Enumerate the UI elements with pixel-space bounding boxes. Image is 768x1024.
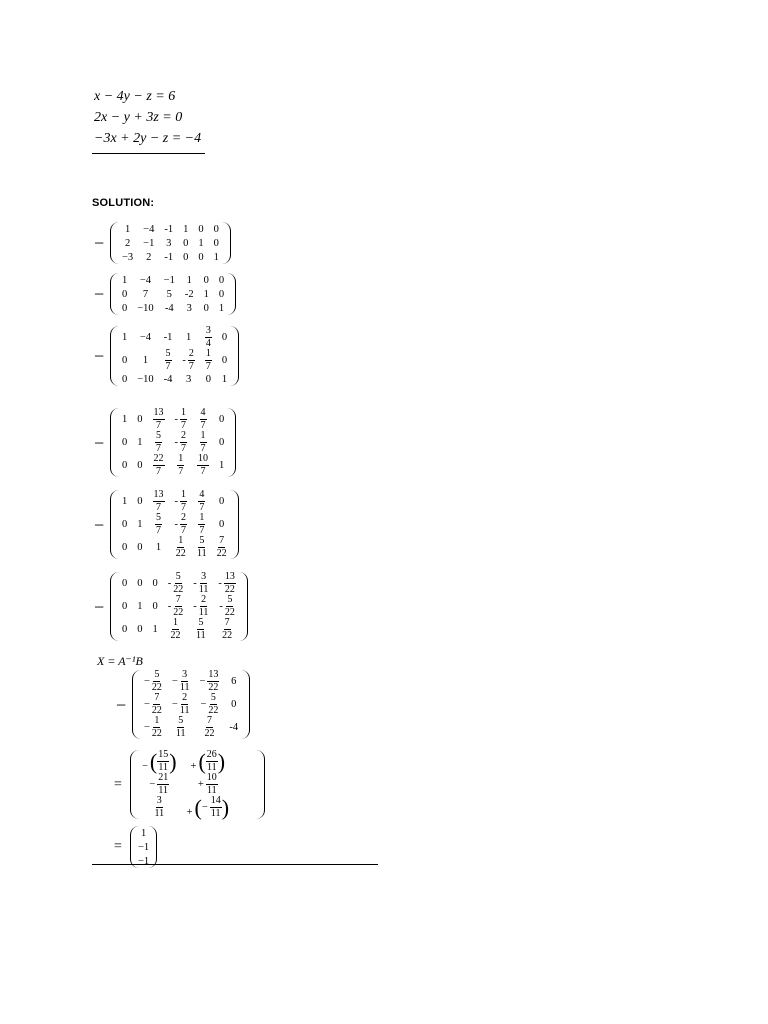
matrix-entry: − $\frac{7}{22}$ bbox=[144, 692, 162, 716]
expanded-step bbox=[114, 750, 265, 819]
matrix-entry: 1 bbox=[219, 460, 225, 471]
matrix-entry: 1 bbox=[213, 251, 219, 263]
prefix-symbol: − bbox=[94, 432, 105, 453]
matrix-entry: -4 bbox=[164, 302, 174, 314]
matrix-row bbox=[117, 513, 232, 536]
matrix-entry: - $\frac{2}{11}$ bbox=[193, 594, 209, 618]
matrix-entry: - $\frac{3}{11}$ bbox=[193, 571, 209, 595]
matrix-entry: 0 bbox=[122, 355, 128, 366]
matrix-entry: 0 bbox=[213, 237, 219, 249]
augmented-matrix bbox=[110, 273, 236, 315]
matrix-row bbox=[139, 693, 243, 716]
matrix-entry: - $\frac{2}{7}$ bbox=[174, 430, 186, 454]
matrix-entry: 0 bbox=[122, 302, 128, 314]
matrix-entry: 0 bbox=[198, 223, 204, 235]
matrix-step-1 bbox=[94, 222, 231, 264]
matrix-entry: $\frac{22}{7}$ bbox=[153, 453, 164, 477]
matrix-entry: - $\frac{2}{7}$ bbox=[182, 348, 194, 372]
matrix-entry: 3 bbox=[186, 302, 192, 314]
equations-underline bbox=[92, 153, 205, 154]
matrix-entry: $\frac{1}{22}$ bbox=[170, 617, 181, 641]
matrix-entry: - $\frac{7}{22}$ bbox=[167, 594, 184, 618]
matrix-entry: −4 bbox=[139, 332, 152, 343]
product-matrix bbox=[132, 670, 250, 739]
matrix-entry: 0 bbox=[221, 332, 228, 343]
matrix-row bbox=[117, 301, 229, 315]
matrix-row bbox=[117, 222, 224, 236]
matrix-row bbox=[117, 326, 232, 349]
matrix-entry: 0 bbox=[122, 542, 128, 553]
matrix-entry: − ( $\frac{15}{11}$ ) bbox=[142, 748, 177, 774]
matrix-entry: + $\frac{10}{11}$ bbox=[197, 772, 217, 796]
matrix-entry: −1 bbox=[138, 841, 150, 853]
matrix-entry: 0 bbox=[205, 373, 212, 385]
matrix-entry: $\frac{5}{7}$ bbox=[156, 512, 161, 536]
matrix-row bbox=[117, 572, 241, 595]
matrix-entry: -1 bbox=[164, 223, 174, 235]
prefix-symbol: − bbox=[94, 233, 105, 253]
solution-heading: SOLUTION: bbox=[92, 197, 155, 209]
equals-symbol: = bbox=[114, 776, 122, 792]
prefix-symbol: − bbox=[94, 284, 105, 304]
matrix-entry: 0 bbox=[219, 519, 225, 530]
matrix-entry: 1 bbox=[155, 542, 162, 553]
matrix-entry: 1 bbox=[198, 237, 204, 249]
matrix-row bbox=[137, 750, 234, 773]
matrix-entry: 0 bbox=[218, 288, 225, 300]
matrix-entry: $\frac{3}{11}$ bbox=[154, 795, 165, 819]
matrix-entry: 0 bbox=[219, 414, 225, 425]
matrix-row bbox=[117, 490, 232, 513]
matrix-entry: 2 bbox=[146, 251, 152, 263]
matrix-entry: 1 bbox=[186, 274, 192, 286]
equation-1: x − 4y − z = 6 bbox=[94, 89, 176, 104]
matrix-entry: 1 bbox=[203, 288, 209, 300]
matrix-entry: 1 bbox=[152, 624, 158, 635]
matrix-entry: 0 bbox=[122, 578, 128, 589]
matrix-entry: 1 bbox=[122, 332, 128, 343]
matrix-entry: 0 bbox=[183, 251, 189, 263]
result-step bbox=[114, 826, 157, 868]
matrix-row bbox=[117, 408, 229, 431]
matrix-row bbox=[117, 431, 229, 454]
matrix-row bbox=[117, 273, 229, 287]
matrix-entry: $\frac{4}{7}$ bbox=[200, 407, 206, 431]
augmented-matrix bbox=[110, 572, 248, 641]
matrix-entry: -4 bbox=[163, 373, 173, 385]
matrix-entry: 0 bbox=[183, 237, 189, 249]
matrix-entry: 3 bbox=[186, 373, 192, 385]
matrix-entry: 0 bbox=[137, 578, 143, 589]
matrix-entry: 1 bbox=[137, 519, 143, 530]
expanded-matrix bbox=[130, 750, 265, 819]
matrix-entry: − $\frac{1}{22}$ bbox=[144, 715, 162, 739]
matrix-entry: $\frac{5}{11}$ bbox=[175, 715, 186, 739]
matrix-entry: 0 bbox=[137, 624, 143, 635]
matrix-entry: $\frac{7}{22}$ bbox=[204, 715, 215, 739]
matrix-entry: 0 bbox=[203, 274, 209, 286]
matrix-entry: 0 bbox=[122, 519, 128, 530]
matrix-entry: 0 bbox=[152, 578, 158, 589]
matrix-entry: −1 bbox=[143, 237, 155, 249]
matrix-row bbox=[117, 236, 224, 250]
matrix-entry: 7 bbox=[142, 288, 149, 300]
matrix-entry: $\frac{1}{7}$ bbox=[200, 430, 206, 454]
matrix-entry: $\frac{4}{7}$ bbox=[199, 489, 205, 513]
equation-2: 2x − y + 3z = 0 bbox=[94, 110, 183, 125]
matrix-row bbox=[117, 349, 232, 372]
prefix-symbol: − bbox=[94, 514, 105, 535]
matrix-entry: - $\frac{1}{7}$ bbox=[174, 407, 186, 431]
equation-3: −3x + 2y − z = −4 bbox=[94, 131, 202, 146]
matrix-entry: $\frac{5}{7}$ bbox=[165, 348, 171, 372]
matrix-entry: − $\frac{3}{11}$ bbox=[171, 669, 190, 693]
matrix-entry: $\frac{13}{7}$ bbox=[153, 489, 164, 513]
matrix-entry: −4 bbox=[139, 274, 152, 286]
matrix-row bbox=[117, 454, 229, 477]
matrix-entry: -1 bbox=[164, 251, 174, 263]
matrix-entry: 1 bbox=[221, 373, 228, 385]
matrix-entry: 0 bbox=[122, 373, 128, 385]
matrix-entry: $\frac{10}{7}$ bbox=[198, 453, 208, 477]
matrix-entry: 0 bbox=[122, 437, 128, 448]
matrix-row bbox=[139, 670, 243, 693]
matrix-row bbox=[117, 595, 241, 618]
final-underline bbox=[92, 864, 378, 865]
matrix-entry: 0 bbox=[122, 624, 128, 635]
matrix-entry: $\frac{5}{11}$ bbox=[197, 535, 207, 559]
matrix-entry: + ( $\frac{26}{11}$ ) bbox=[190, 748, 226, 774]
matrix-step-6 bbox=[94, 572, 248, 641]
matrix-entry: 1 bbox=[186, 332, 192, 343]
augmented-matrix bbox=[110, 408, 236, 477]
matrix-entry: 0 bbox=[213, 223, 219, 235]
matrix-entry: 0 bbox=[137, 460, 143, 471]
matrix-entry: - $\frac{13}{22}$ bbox=[218, 571, 235, 595]
matrix-entry: $\frac{7}{22}$ bbox=[222, 617, 233, 641]
matrix-row bbox=[117, 372, 232, 386]
matrix-entry: $\frac{1}{7}$ bbox=[205, 348, 211, 372]
matrix-entry: 1 bbox=[142, 355, 149, 366]
matrix-entry: − $\frac{2}{11}$ bbox=[171, 692, 190, 716]
matrix-entry: - $\frac{1}{7}$ bbox=[174, 489, 186, 513]
matrix-entry: −3 bbox=[122, 251, 134, 263]
matrix-entry: 0 bbox=[218, 274, 225, 286]
matrix-entry: 0 bbox=[137, 496, 143, 507]
matrix-row bbox=[133, 826, 154, 840]
matrix-entry: 1 bbox=[218, 302, 225, 314]
matrix-entry: 1 bbox=[140, 827, 147, 839]
prefix-symbol: − bbox=[116, 694, 127, 715]
matrix-entry: $\frac{5}{11}$ bbox=[196, 617, 206, 641]
system-of-equations bbox=[94, 86, 201, 149]
matrix-entry: 1 bbox=[122, 274, 128, 286]
matrix-entry: $\frac{1}{7}$ bbox=[178, 453, 184, 477]
matrix-row bbox=[133, 840, 154, 854]
matrix-entry: 1 bbox=[124, 223, 131, 235]
matrix-entry: −10 bbox=[137, 302, 154, 314]
matrix-entry: 0 bbox=[137, 542, 143, 553]
matrix-entry: 1 bbox=[137, 601, 143, 612]
matrix-entry: 1 bbox=[137, 437, 143, 448]
matrix-entry: 1 bbox=[122, 414, 128, 425]
matrix-entry: 1 bbox=[183, 223, 189, 235]
matrix-entry: − $\frac{5}{22}$ bbox=[200, 692, 219, 716]
matrix-entry: −4 bbox=[143, 223, 155, 235]
matrix-entry: $\frac{3}{4}$ bbox=[205, 325, 211, 349]
matrix-row bbox=[117, 287, 229, 301]
inverse-formula: X = A⁻¹B bbox=[97, 654, 143, 668]
prefix-symbol: − bbox=[94, 346, 105, 366]
augmented-matrix bbox=[110, 222, 231, 264]
matrix-entry: -4 bbox=[229, 722, 239, 733]
matrix-entry: − $\frac{5}{22}$ bbox=[144, 669, 162, 693]
matrix-entry: $\frac{1}{22}$ bbox=[175, 535, 186, 559]
matrix-entry: 3 bbox=[166, 237, 172, 249]
matrix-entry: 6 bbox=[231, 676, 237, 687]
matrix-entry: + ( − $\frac{14}{11}$ ) bbox=[186, 794, 230, 820]
matrix-entry: 0 bbox=[231, 699, 237, 710]
matrix-entry: 0 bbox=[152, 601, 158, 612]
matrix-step-5 bbox=[94, 490, 239, 559]
matrix-entry: −1 bbox=[138, 855, 150, 867]
matrix-row bbox=[117, 618, 241, 641]
matrix-entry: $\frac{13}{7}$ bbox=[153, 407, 164, 431]
matrix-entry: -2 bbox=[184, 288, 194, 300]
matrix-entry: − $\frac{21}{11}$ bbox=[149, 772, 169, 796]
matrix-entry: - $\frac{5}{22}$ bbox=[219, 594, 235, 618]
matrix-row bbox=[139, 716, 243, 739]
matrix-entry: 0 bbox=[122, 288, 128, 300]
matrix-row bbox=[117, 536, 232, 559]
matrix-entry: - $\frac{5}{22}$ bbox=[167, 571, 184, 595]
matrix-entry: 0 bbox=[137, 414, 143, 425]
matrix-entry: 0 bbox=[122, 460, 128, 471]
equals-symbol: = bbox=[114, 839, 122, 854]
matrix-entry: -1 bbox=[163, 332, 173, 343]
matrix-entry: 0 bbox=[198, 251, 204, 263]
matrix-entry: 0 bbox=[203, 302, 209, 314]
matrix-entry: $\frac{1}{7}$ bbox=[199, 512, 205, 536]
matrix-entry: 0 bbox=[219, 496, 225, 507]
matrix-entry: $\frac{7}{22}$ bbox=[216, 535, 227, 559]
result-vector bbox=[130, 826, 157, 868]
matrix-entry: 0 bbox=[122, 601, 128, 612]
matrix-entry: −10 bbox=[137, 373, 154, 385]
matrix-entry: 5 bbox=[166, 288, 172, 300]
matrix-row bbox=[137, 796, 234, 819]
matrix-entry: − $\frac{13}{22}$ bbox=[199, 669, 219, 693]
matrix-row bbox=[117, 250, 224, 264]
prefix-symbol: − bbox=[94, 596, 105, 617]
augmented-matrix bbox=[110, 490, 239, 559]
matrix-entry: 0 bbox=[219, 437, 225, 448]
matrix-entry: - $\frac{2}{7}$ bbox=[174, 512, 186, 536]
matrix-entry: $\frac{5}{7}$ bbox=[156, 430, 161, 454]
matrix-entry: 2 bbox=[124, 237, 131, 249]
matrix-entry: −1 bbox=[163, 274, 175, 286]
matrix-step-4 bbox=[94, 408, 236, 477]
augmented-matrix bbox=[110, 326, 239, 386]
matrix-row bbox=[133, 854, 154, 868]
product-step bbox=[116, 670, 250, 739]
matrix-entry: 0 bbox=[221, 355, 228, 366]
matrix-step-2 bbox=[94, 273, 236, 315]
matrix-row bbox=[137, 773, 234, 796]
matrix-entry: 1 bbox=[122, 496, 128, 507]
matrix-step-3 bbox=[94, 326, 239, 386]
